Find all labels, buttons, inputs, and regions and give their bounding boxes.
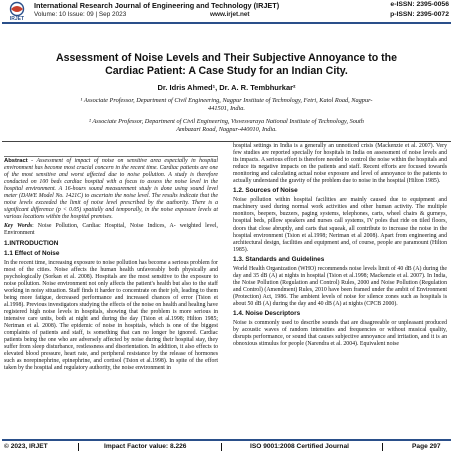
journal-name: International Research Journal of Engineering and Technology (IRJET) — [34, 1, 280, 10]
intro-paragraph: In the recent time, increasing exposure to noise pollution has become a serious problem for most of the cities. Noise affects the human health unfavorably both physically and psychologically (Sorkan et al. 2008). Hospitals are the most sensitive to the exposure to noise pollution. Noise environment not only affects the patient's health but also to the staff working in noisy situation. Staff finds it harder to concentrate on their job, leading to them being more fatigue, decreased performance and increased chances of error (Tsion et al.1998). Previous investigators studying the effects of the noise on health and healing have registered high noise levels in hospitals, showing that the problem is more serious in intensive care units, both at night and during the day (Tsion et al.1998; Hilton 1985; Neriman et al. 2008). The epidemic of noise in hospitals, which is one of the biggest complaints of patients and staff, is something that can no longer be ignored. Cardiac patients being the one who are adversely affected by noise during their hospital stay, they suffer from sleep disturbance, restlessness and disorientation. In addition, it also effects to elevated blood pressure, heart rate, and peripheral resistance by the release of hormones such as norepinephrine, epinephrine, and cortisol (Tsion et al.1998). In spite of the effort taken by the hospital and regulatory authority, the noise environment in — [4, 259, 218, 372]
footer-page-number: Page 297 — [412, 443, 441, 450]
p-issn: p-ISSN: 2395-0072 — [390, 11, 449, 18]
header-rule — [2, 22, 451, 24]
right-column — [233, 143, 447, 350]
journal-header — [0, 0, 453, 22]
keywords-text: : Noise Pollution, Cardiac Hospital, Noise Indices, A- weighted level, Environment — [4, 223, 218, 237]
logo-text: IRJET — [9, 16, 25, 21]
sources-paragraph: Noise pollution within hospital facilities are mainly caused due to equipment and machinery used during normal work activities and other human activity. The multiple monitors, beepers, buzzers, paging systems, telephones, carts, wheel chairs & gurneys, hospital beds, pillow speakers and nurses call systems, IV poles that ride on tiled floors, doors that close abruptly, and carts that squeak, all contribute to increase the noise in the hospital environment (Tsion et al.1998; Neriman et al 2008). Apart from engineering and architectural design, facilities and equipment and, of course, people are paramount (Hilton 1985). — [233, 197, 447, 253]
journal-website[interactable]: www.irjet.net — [210, 11, 250, 18]
standards-paragraph: World Health Organization (WHO) recommends noise levels limit of 40 dB (A) during the day and 35 dB (A) at nights in hospital (Tsion et al.1998; Mackenzie et al. 2007). In India, the Noise Pollution (Regulation and Control) Rules, 2000 and Noise Pollution (Regulation and Control) (Amendment) Rules, 2010 have been framed under the ambit of Environment (Protection) Act, 1986. The ambient levels of noise for silence zones such as hospitals is about 50 dB (A) during the day and 40 dB (A) at nights (CPCB 2000). — [233, 265, 447, 307]
left-column — [4, 158, 218, 374]
irjet-logo — [4, 1, 30, 21]
heading-sources-of-noise: 1.2. Sources of Noise — [233, 187, 298, 195]
section-rule — [2, 141, 451, 142]
e-issn: e-ISSN: 2395-0056 — [390, 1, 449, 8]
intro-continued-paragraph: hospital settings in India is a generally an unnoticed crisis (Mackenzie et al. 2007). Very few studies are reported specially for hospitals in India on assessment of noise levels and its impacts. A serious effort is therefore needed to control the noise within the hospitals and reduce its negative impacts on the patients and staff. Recent efforts are focused towards monitoring and calculating actual noise exposure and level of annoyance to the patients to actually understand the gravity of the problem due to noise in the hospital (Hilton 1985). — [233, 143, 447, 185]
heading-introduction: 1.INTRODUCTION — [4, 239, 59, 247]
title-line-2: Cardiac Patient: A Case Study for an Indian City. — [105, 65, 348, 77]
affiliation-1 — [14, 97, 439, 113]
heading-noise-descriptors: 1.4. Noise Descriptors — [233, 310, 301, 318]
paper-title — [10, 52, 443, 78]
affiliation-2-line-1: ² Associate Professor, Department of Civil Engineering, Visvesvaraya National Institute of Technology, South — [89, 118, 364, 125]
affiliation-1-line-1: ¹ Associate Professor, Department of Civil Engineering, Nagpur Institute of Technology, Fetri, Katol Road, Nagpur- — [80, 97, 373, 104]
affiliation-2-line-2: Ambazari Road, Nagpur-440010, India. — [176, 126, 277, 133]
footer-copyright: © 2023, IRJET — [4, 443, 48, 450]
authors: Dr. Idris Ahmed¹, Dr. A. R. Tembhurkar² — [157, 83, 296, 92]
abstract-label: Abstract — [4, 158, 28, 164]
affiliation-1-line-2: 441501, India. — [208, 105, 245, 112]
footer-iso: ISO 9001:2008 Certified Journal — [250, 443, 349, 450]
footer-divider — [382, 443, 383, 451]
abstract-text: - Assessment of impact of noise on sensitive area especially in hospital environment has become most crucial concern in the recent time. Cardiac patients are one of the most sensitive and worst affected due to noise pollution. A study is therefore conducted on 100 beds cardiac hospital with a focus to assess the noise level in the hospital environment. A 16-hours sound measurement study is done using sound level meter (DAWE Model No. 1421C) to ascertain the noise level. The results indicate that the noise levels exceeded the limit of noise level prescribed by the authority. There is a significant difference (p < 0.05) spatially and temporally, in the noise exposure levels at various locations within the hospital premises. — [4, 158, 218, 221]
footer-divider — [78, 443, 79, 451]
heading-effect-of-noise: 1.1 Effect of Noise — [4, 249, 60, 257]
footer-impact-factor: Impact Factor value: 8.226 — [104, 443, 187, 450]
journal-volume: Volume: 10 Issue: 09 | Sep 2023 — [34, 11, 127, 18]
title-line-1: Assessment of Noise Levels and Their Subjective Annoyance to the — [55, 52, 398, 64]
descriptors-paragraph: Noise is commonly used to describe sounds that are disagreeable or unpleasant produced by acoustic waves of random intensities and frequencies or without musical quality, disrupts performance, or sound that causes subjective annoyance and irritation, and it is an obnoxious stimulus for people (Narendra et al. 2004). Equivalent noise — [233, 320, 447, 348]
footer — [0, 441, 453, 453]
footer-divider — [221, 443, 222, 451]
keywords — [4, 223, 218, 237]
abstract — [4, 158, 218, 221]
keywords-label: Key Words — [4, 223, 33, 230]
affiliation-2 — [14, 118, 439, 134]
abstract-rule — [4, 156, 218, 157]
heading-standards: 1.3. Standards and Guidelines — [233, 255, 325, 263]
